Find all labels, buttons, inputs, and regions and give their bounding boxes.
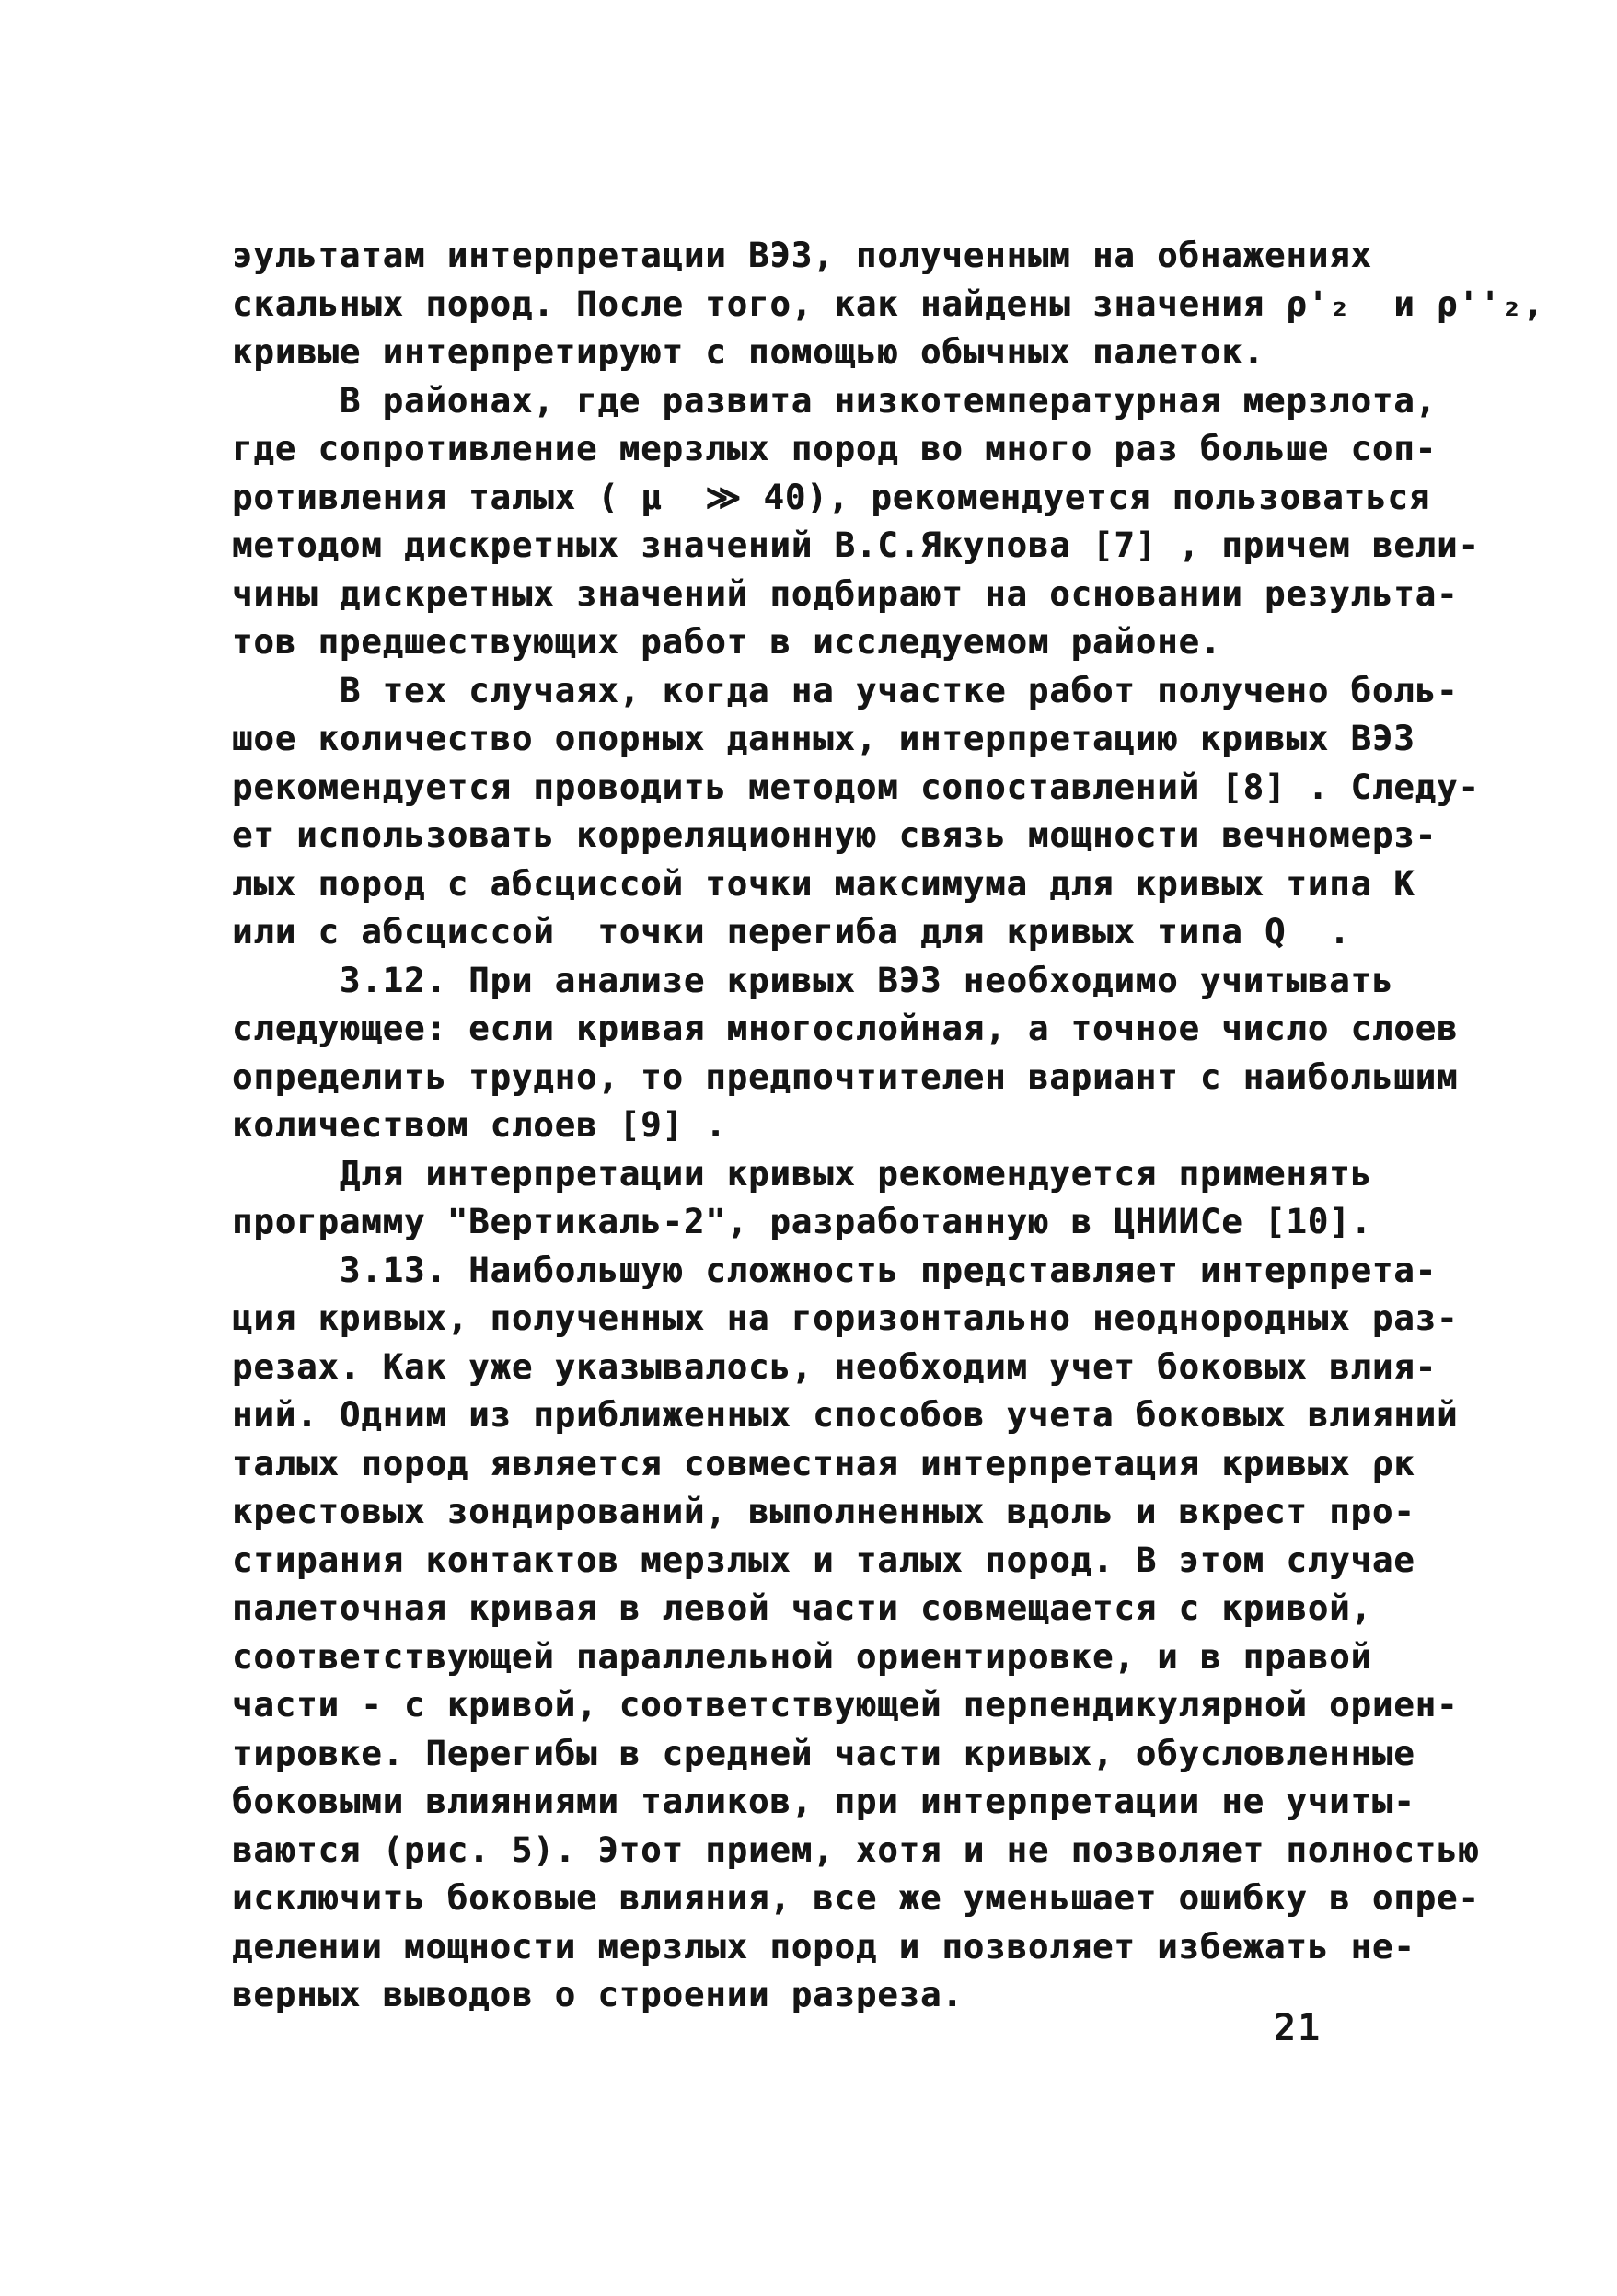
text-line: шое количество опорных данных, интерпретацию кривых ВЭЗ — [232, 719, 1415, 758]
text-line: верных выводов о строении разреза. — [232, 1975, 964, 2014]
text-line: или с абсциссой точки перегиба для кривых типа Q . — [232, 912, 1351, 952]
text-line: следующее: если кривая многослойная, а точное число слоев — [232, 1009, 1459, 1048]
text-line: делении мощности мерзлых пород и позволяет избежать не- — [232, 1926, 1415, 1967]
text-line: 3.12. При анализе кривых ВЭЗ необходимо учитывать — [232, 960, 1394, 1000]
text-line: где сопротивление мерзлых пород во много раз больше соп- — [232, 429, 1438, 468]
text-line: палеточная кривая в левой части совмещается с кривой, — [232, 1588, 1372, 1628]
text-line: ция кривых, полученных на горизонтально неоднородных раз- — [232, 1298, 1459, 1338]
text-line: 3.13. Наибольшую сложность представляет интерпрета- — [232, 1250, 1438, 1290]
text-line: ет использовать корреляционную связь мощности вечномерз- — [232, 815, 1438, 855]
text-line: ний. Одним из приближенных способов учета боковых влияний — [232, 1395, 1459, 1435]
text-line: исключить боковые влияния, все же уменьшает ошибку в опре- — [232, 1878, 1480, 1918]
text-line: чины дискретных значений подбирают на основании результа- — [232, 573, 1459, 614]
text-line: В тех случаях, когда на участке работ получено боль- — [232, 670, 1459, 710]
text-line: соответствующей параллельной ориентировке, и в правой — [232, 1636, 1372, 1677]
text-line: количеством слоев [9] . — [232, 1105, 727, 1145]
text-line: программу "Вертикаль-2", разработанную в ЦНИИСе [10]. — [232, 1202, 1372, 1241]
text-line: боковыми влияниями таликов, при интерпретации не учиты- — [232, 1782, 1415, 1821]
text-line: части - с кривой, соответствующей перпендикулярной ориен- — [232, 1685, 1459, 1725]
text-line: ваются (рис. 5). Этот прием, хотя и не позволяет полностью — [232, 1829, 1480, 1870]
text-line: скальных пород. После того, как найдены значения ρ'₂ и ρ''₂, — [232, 283, 1544, 324]
text-line: стирания контактов мерзлых и талых пород. В этом случае — [232, 1540, 1415, 1580]
text-line: эультатам интерпретации ВЭЗ, полученным на обнажениях — [232, 236, 1372, 275]
text-line: резах. Как уже указывалось, необходим учет боковых влия- — [232, 1346, 1438, 1387]
body-text — [232, 232, 1544, 2020]
text-line: крестовых зондирований, выполненных вдоль и вкрест про- — [232, 1492, 1415, 1531]
text-line: кривые интерпретируют с помощью обычных палеток. — [232, 332, 1265, 372]
text-line: тировке. Перегибы в средней части кривых, обусловленные — [232, 1733, 1415, 1773]
text-line: В районах, где развита низкотемпературная мерзлота, — [232, 380, 1438, 421]
text-line: лых пород с абсциссой точки максимума для кривых типа К — [232, 863, 1415, 904]
text-line: рекомендуется проводить методом сопоставлений [8] . Следу- — [232, 767, 1480, 807]
text-line: Для интерпретации кривых рекомендуется применять — [232, 1153, 1372, 1194]
text-line: определить трудно, то предпочтителен вариант с наибольшим — [232, 1056, 1459, 1097]
text-line: тов предшествующих работ в исследуемом районе. — [232, 622, 1222, 662]
page-number: 21 — [1274, 2007, 1322, 2049]
text-line: талых пород является совместная интерпретация кривых ρк — [232, 1443, 1415, 1483]
text-line: методом дискретных значений В.С.Якупова [7] , причем вели- — [232, 525, 1480, 565]
text-line: ротивления талых ( μ ≫ 40), рекомендуется пользоваться — [232, 477, 1431, 517]
